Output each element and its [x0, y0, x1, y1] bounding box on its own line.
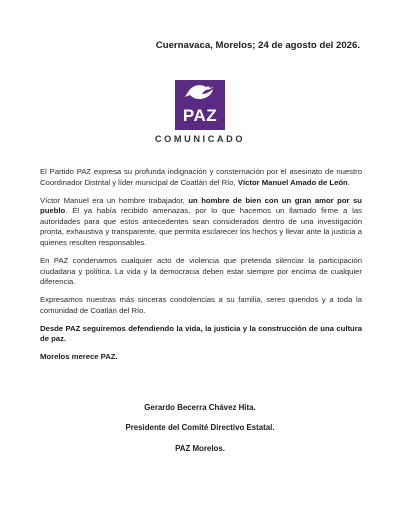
paragraph-2-end: . Él ya había recibido amenazas, por lo que hacemos un llamado firme a las autoridades para que estos antecedentes sean considerados dentro de una investigación pronta, exhaustiva y transparente, que permita esclarecer los hechos y llevar ante la justicia a quienes resulten responsables.	[40, 206, 362, 247]
paragraph-1	[40, 167, 362, 188]
document-body	[40, 167, 362, 370]
party-logo	[175, 80, 225, 130]
signature-block	[0, 403, 400, 464]
signatory-org: PAZ Morelos.	[175, 443, 225, 453]
paragraph-5: Desde PAZ seguiremos defendiendo la vida, la justicia y la construcción de una cultura de paz.	[40, 323, 362, 344]
victim-name: Víctor Manuel Amado de León	[237, 177, 348, 187]
paragraph-2	[40, 196, 362, 249]
date-line: Cuernavaca, Morelos; 24 de agosto del 2026.	[155, 40, 360, 51]
logo-wordmark: PAZ	[182, 106, 218, 125]
signatory-title: Presidente del Comité Directivo Estatal.	[125, 423, 275, 433]
paragraph-2-start: Víctor Manuel era un hombre trabajador,	[40, 195, 189, 205]
paragraph-1-end: .	[347, 177, 350, 187]
paragraph-3: En PAZ condenamos cualquier acto de violencia que pretenda silenciar la participación ciudadana y política. La vida y la democracia deben estar siempre por encima de cualquier diferencia.	[40, 255, 362, 287]
paragraph-1-text: El Partido PAZ expresa su profunda indignación y consternación por el asesinato de nuestro Coordinador Distrital y líder municipal de Coatlán del Río,	[40, 167, 362, 187]
paragraph-4: Expresamos nuestras más sinceras condolencias a su familia, seres queridos y a toda la comunidad de Coatlán del Río.	[40, 295, 362, 315]
closing-slogan: Morelos merece PAZ.	[40, 352, 118, 362]
signatory-name: Gerardo Becerra Chávez Hita.	[144, 403, 256, 412]
document-heading: COMUNICADO	[154, 134, 246, 144]
paragraph-2-emphasis: un hombre de bien con un gran amor por su pueblo	[40, 195, 362, 216]
